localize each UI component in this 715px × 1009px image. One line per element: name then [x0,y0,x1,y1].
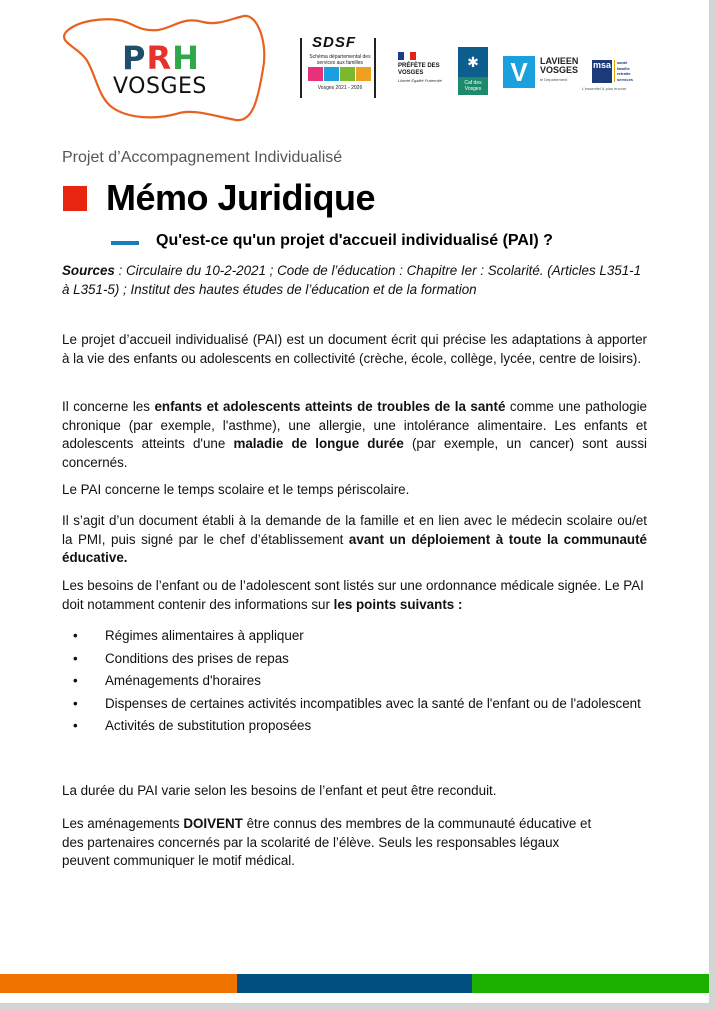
prefete-motto: Liberté Égalité Fraternité [398,78,442,83]
paragraph-besoins [62,577,647,614]
list-item: • Dispenses de certaines activités incompatibles avec la santé de l'enfant ou de l'adolescent [62,695,647,712]
prefete-vosges-logo [398,52,458,92]
msa-line: famille [617,65,630,71]
sdsf-logo [300,34,376,98]
page-title: Mémo Juridique [106,177,376,218]
prh-letters: PRH [122,39,200,77]
caf-family-icon: ✱ [467,53,479,70]
text: Les besoins de l’enfant ou de l’adolescent sont listés sur une ordonnance médicale signée. Le PAI doit notamment contenir des informations sur [62,578,644,612]
vie-en-vosges-mark-icon: V [503,56,535,88]
sources-paragraph [62,262,647,299]
msa-mark-icon: msa [592,60,612,83]
page-subtitle: Qu'est-ce qu'un projet d'accueil individualisé (PAI) ? [156,232,553,249]
paragraph-amenagements [62,815,602,871]
bold-text: les points suivants : [333,596,463,612]
document-kicker: Projet d’Accompagnement Individualisé [62,149,343,166]
text: (par exemple, un cancer) sont aussi concernés. [62,436,647,470]
points-list [62,627,647,740]
sdsf-text: Schéma départemental des services aux familles [309,54,371,66]
family-icon [340,67,355,81]
text: Il s’agit d’un document établi à la demande de la famille et en lien avec le médecin scolaire ou/et la PMI, puis signé par le chef d’établissement [62,513,647,547]
bold-text: maladie de longue durée [233,436,404,451]
footer-band-green [472,974,709,993]
paragraph-etabli [62,512,647,568]
paragraph-duree: La durée du PAI varie selon les besoins de l’enfant et peut être reconduit. [62,783,497,798]
sources-label: Sources [62,263,115,278]
msa-logo-text [614,60,633,82]
vie-en-vosges-logo [540,57,585,84]
footer-band-orange [0,974,237,993]
text: comme une pathologie chronique (par exemple, l'asthme), une allergie, une intolérance alimentaire. Les enfants et adolescents atteints d'une [62,399,648,451]
text: Il concerne les [62,399,155,414]
list-item: • Activités de substitution proposées [62,717,647,734]
footer-band-blue [237,974,472,993]
list-item: • Conditions des prises de repas [62,650,647,667]
paragraph-definition: Le projet d’accueil individualisé (PAI) est un document écrit qui précise les adaptations à apporter à la vie des enfants ou adolescents en collectivité (crèche, école, collège, lycée, centre de loisirs). [62,332,647,366]
caf-text: Caf des Vosges [458,77,488,95]
vie-line2: VOSGES [540,65,579,75]
sdsf-title: SDSF [312,34,357,51]
family-icon [324,67,339,81]
paragraph-temps: Le PAI concerne le temps scolaire et le temps périscolaire. [62,482,410,497]
msa-line: services [617,76,634,82]
bold-text: enfants et adolescents atteints de troubles de la santé [154,399,506,414]
list-item: • Régimes alimentaires à appliquer [62,627,647,644]
vie-line3: le Département [540,77,568,82]
list-item: • Aménagements d'horaires [62,672,647,689]
msa-line: retraite [617,71,631,76]
paragraph-concerned [62,398,647,472]
prh-vosges-logo [58,14,280,124]
footer-color-band [0,974,709,993]
sdsf-family-icons [308,67,371,81]
bold-text: DOIVENT [183,816,243,831]
family-icon [356,67,371,81]
subtitle-bar-icon [111,241,139,245]
text: être connus des membres de la communauté éducative et des partenaires concernés par la scolarité de l’élève. Seuls les responsables légaux peuvent communiquer le motif médical. [62,816,592,868]
bold-text: avant un déploiement à toute la communauté éducative. [62,531,647,565]
sources-text: : Circulaire du 10-2-2021 ; Code de l’éducation : Chapitre Ier : Scolarité. (Articles L351-1 à L351-5) ; Institut des hautes études de l’éducation et de la formation [62,263,642,297]
caf-logo [458,47,488,95]
sdsf-year: Vosges 2021 - 2026 [317,85,363,91]
prefete-text: PRÉFÈTE DES VOSGES [398,63,440,76]
text: Les aménagements [62,816,184,831]
title-square-icon [63,186,87,211]
vie-line1: LAVIEEN [540,56,579,66]
prh-subtitle: VOSGES [113,74,207,99]
french-flag-icon [398,52,416,60]
family-icon [308,67,323,81]
msa-line: santé [617,60,628,65]
msa-slogan: L'essentiel & plus encore [582,86,627,91]
